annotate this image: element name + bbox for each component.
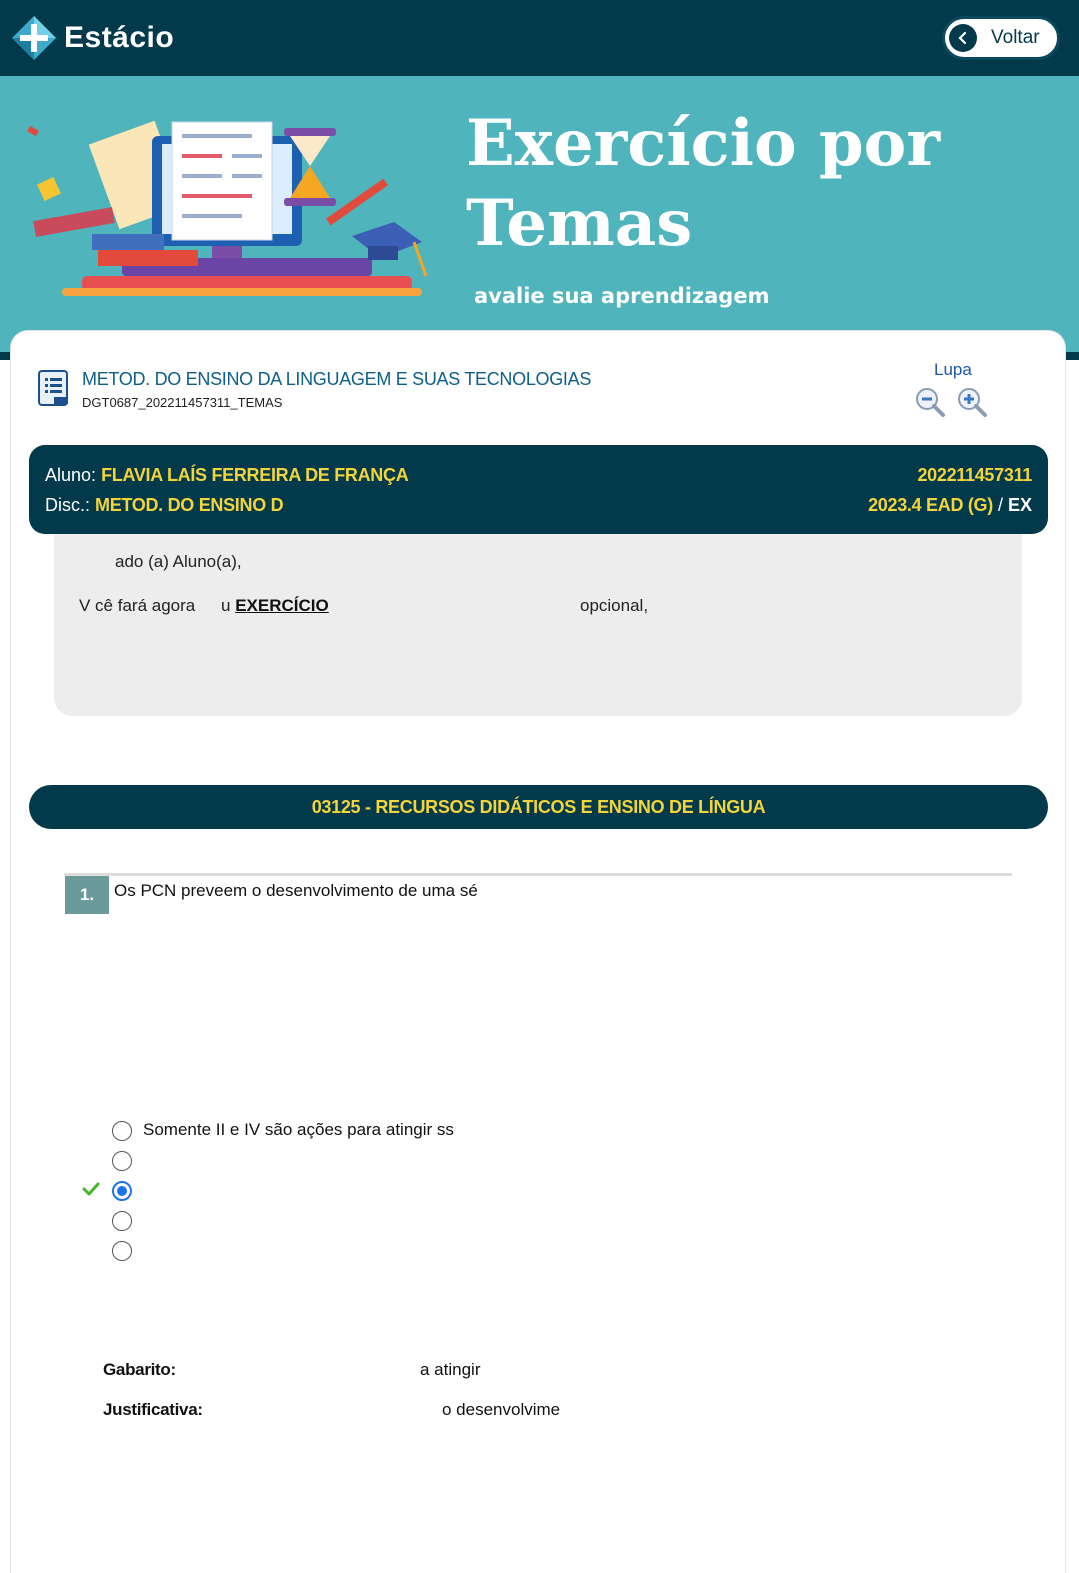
discipline-row [45,495,283,516]
question-text: Os PCN preveem o desenvolvimento de uma sé [114,881,478,900]
estacio-logo-icon [10,14,58,62]
option-radio-3[interactable] [112,1181,132,1201]
instructions-box [54,534,1022,716]
computer-study-illustration-icon [22,118,452,304]
brand-logo[interactable] [10,14,174,62]
greeting-text: ado (a) Aluno(a), [115,552,242,571]
question-divider [64,873,1012,876]
student-info-box [29,445,1048,534]
instruction-text-c: opcional, [580,596,649,615]
aluno-label: Aluno: [45,465,97,485]
gabarito-label: Gabarito: [103,1360,176,1379]
disc-name: METOD. DO ENSINO D [95,495,284,515]
course-title: METOD. DO ENSINO DA LINGUAGEM E SUAS TECNOLOGIAS [82,369,592,389]
question-number: 1. [65,876,109,914]
option-radio-5[interactable] [112,1241,132,1261]
option-radio-4[interactable] [112,1211,132,1231]
option-radio-2[interactable] [112,1151,132,1171]
correct-check-icon [82,1182,100,1196]
justificativa-label: Justificativa: [103,1400,203,1419]
zoom-out-icon[interactable] [914,386,946,418]
back-button[interactable] [942,16,1060,60]
period-value: 2023.4 EAD (G) [868,495,993,515]
option-text-1: Somente II e IV são ações para atingir ss [143,1120,454,1139]
period-separator: / [997,495,1003,515]
back-button-label: Voltar [991,27,1040,48]
hero-subtitle: avalie sua aprendizagem [474,284,770,308]
instruction-text-b [221,596,329,616]
zoom-in-icon[interactable] [956,386,988,418]
aluno-name: FLAVIA LAÍS FERREIRA DE FRANÇA [101,465,409,485]
gabarito-text: a atingir [420,1360,481,1379]
matricula-number: 202211457311 [917,465,1032,485]
hero-title-line1: Exercício por [466,106,941,181]
hero-title [466,104,1026,264]
hero-title-line2: Temas [466,186,693,261]
instruction-text-b-word: u [221,596,231,615]
theme-label: 03125 - RECURSOS DIDÁTICOS E ENSINO DE LÍNGUA [311,796,766,817]
option-radio-1[interactable] [112,1121,132,1141]
document-list-icon [38,370,70,408]
instruction-text-a: V cê fará agora [79,596,196,615]
course-code: DGT0687_202211457311_TEMAS [82,395,283,410]
top-bar [0,0,1079,76]
theme-header [29,785,1048,829]
period-row [868,495,1032,516]
magnifier-label: Lupa [934,360,972,379]
justificativa-text: o desenvolvime [442,1400,561,1419]
exercise-word: EXERCÍCIO [235,596,329,615]
exam-type: EX [1007,495,1032,515]
brand-name: Estácio [64,21,175,54]
student-row [45,465,408,486]
disc-label: Disc.: [45,495,90,515]
chevron-left-icon [949,24,977,52]
